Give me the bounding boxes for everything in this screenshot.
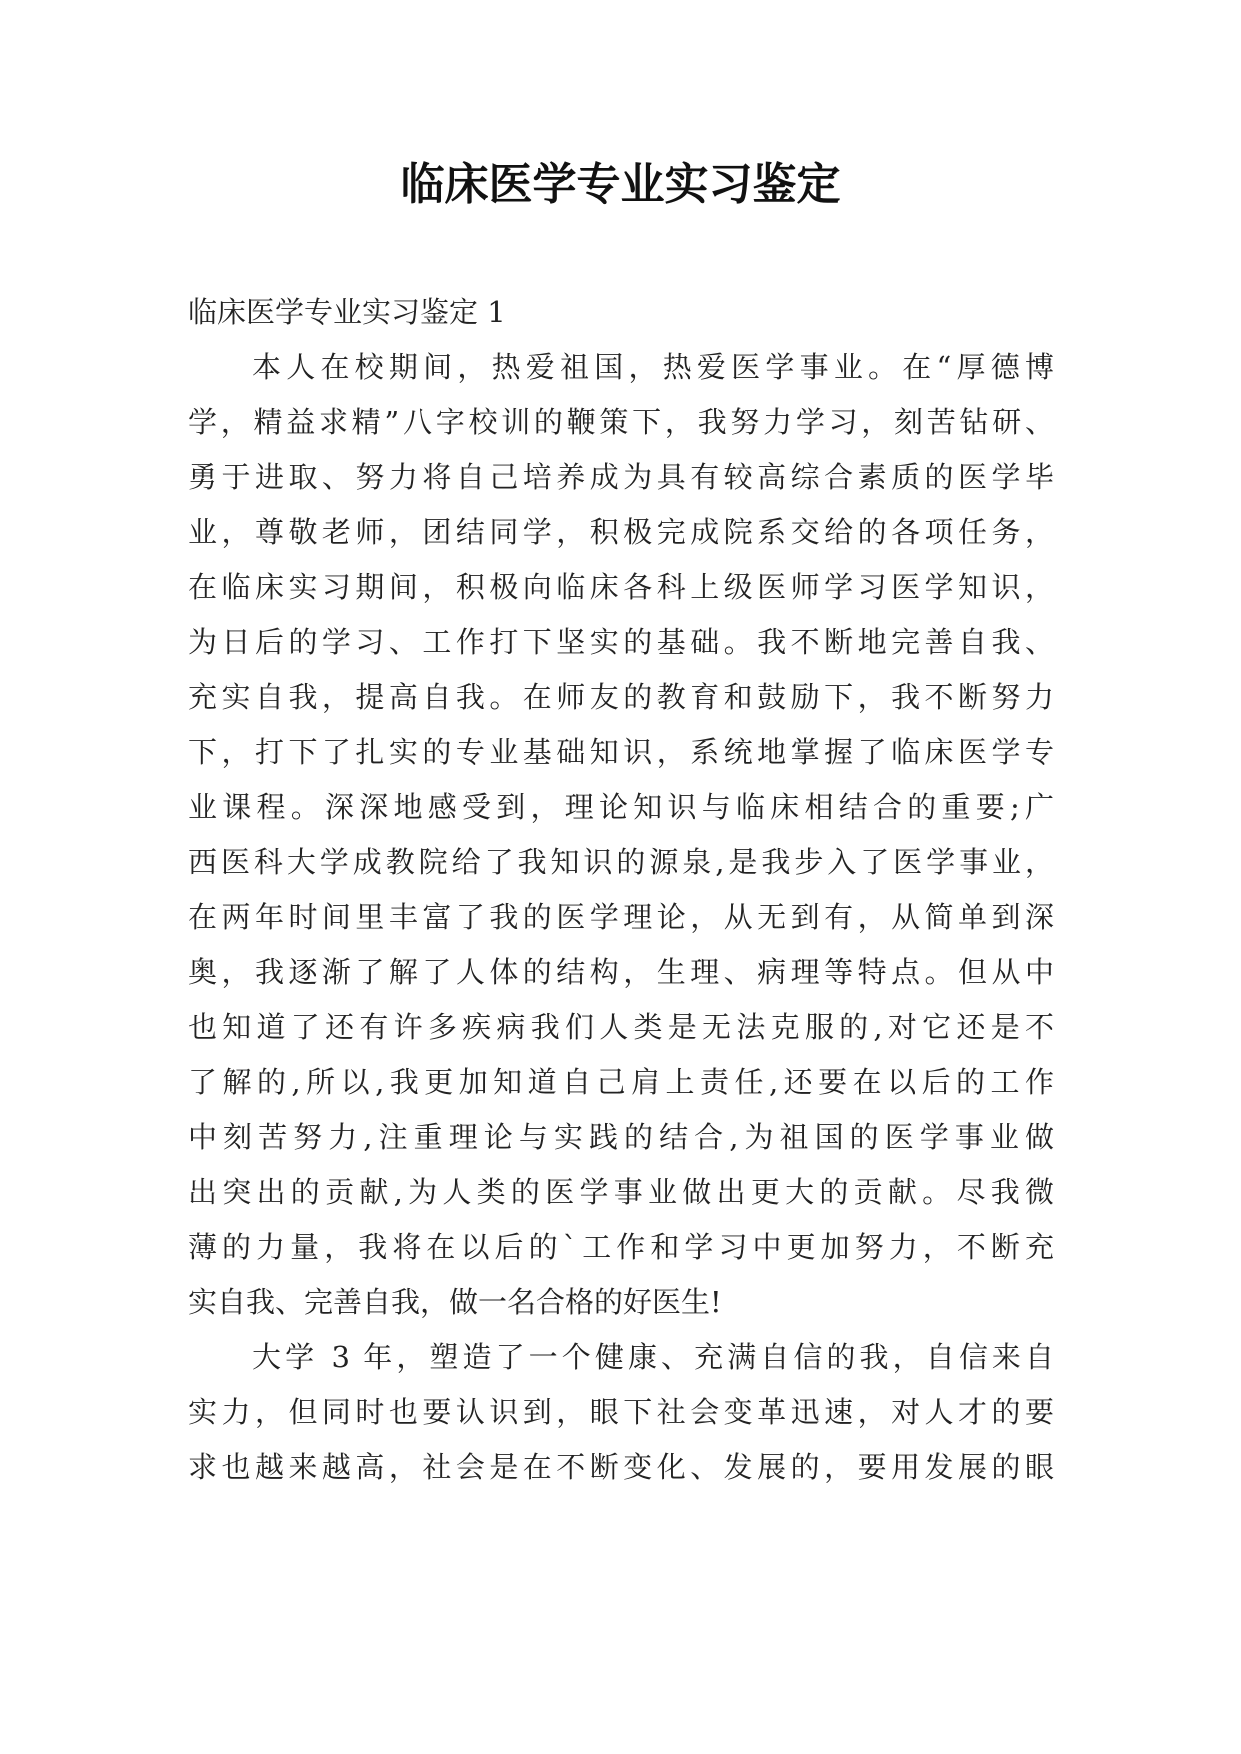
- paragraph-line: 出突出的贡献,为人类的医学事业做出更大的贡献。尽我微: [188, 1175, 1054, 1209]
- paragraph-line: 学，精益求精”八字校训的鞭策下，我努力学习，刻苦钻研、: [188, 405, 1054, 439]
- paragraph-1: [188, 347, 1054, 1322]
- paragraph-line: 薄的力量，我将在以后的`工作和学习中更加努力，不断充: [188, 1230, 1054, 1264]
- paragraph-line: 下，打下了扎实的专业基础知识，系统地掌握了临床医学专: [188, 735, 1054, 769]
- paragraph-line: 业，尊敬老师，团结同学，积极完成院系交给的各项任务，: [188, 515, 1054, 549]
- section-heading: 临床医学专业实习鉴定 1: [188, 295, 506, 329]
- paragraph-line: 勇于进取、努力将自己培养成为具有较高综合素质的医学毕: [188, 460, 1054, 494]
- paragraph-line: 西医科大学成教院给了我知识的源泉,是我步入了医学事业，: [188, 845, 1054, 879]
- paragraph-line: 在临床实习期间，积极向临床各科上级医师学习医学知识，: [188, 570, 1054, 604]
- paragraph-line: 实力，但同时也要认识到，眼下社会变革迅速，对人才的要: [188, 1395, 1054, 1429]
- paragraph-line: 本人在校期间，热爱祖国，热爱医学事业。在“厚德博: [252, 350, 1054, 384]
- paragraph-line: 实自我、完善自我，做一名合格的好医生!: [188, 1285, 722, 1319]
- paragraph-line: 奥，我逐渐了解了人体的结构，生理、病理等特点。但从中: [188, 955, 1054, 989]
- paragraph-2: [188, 1337, 1054, 1487]
- paragraph-line: 中刻苦努力,注重理论与实践的结合,为祖国的医学事业做: [188, 1120, 1054, 1154]
- paragraph-line: 大学 3 年，塑造了一个健康、充满自信的我，自信来自: [252, 1340, 1054, 1374]
- paragraph-line: 业课程。深深地感受到，理论知识与临床相结合的重要;广: [188, 790, 1054, 824]
- paragraph-line: 了解的,所以,我更加知道自己肩上责任,还要在以后的工作: [188, 1065, 1054, 1099]
- paragraph-line: 求也越来越高，社会是在不断变化、发展的，要用发展的眼: [188, 1450, 1054, 1484]
- document-body: [188, 292, 1054, 1502]
- paragraph-line: 为日后的学习、工作打下坚实的基础。我不断地完善自我、: [188, 625, 1054, 659]
- document-title: 临床医学专业实习鉴定: [400, 159, 841, 210]
- paragraph-line: 在两年时间里丰富了我的医学理论，从无到有，从简单到深: [188, 900, 1054, 934]
- paragraph-line: 充实自我，提高自我。在师友的教育和鼓励下，我不断努力: [188, 680, 1054, 714]
- paragraph-line: 也知道了还有许多疾病我们人类是无法克服的,对它还是不: [188, 1010, 1054, 1044]
